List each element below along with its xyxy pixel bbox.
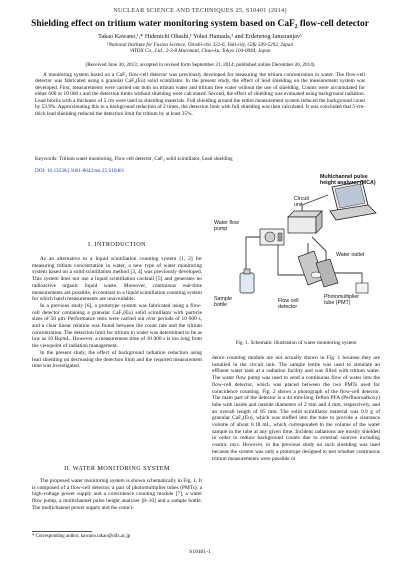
doi-link[interactable]: DOI: 10.13538/j.1001-8042/nst.25.S10401 <box>35 168 125 174</box>
section2-heading: II. WATER MONITORING SYSTEM <box>64 465 170 472</box>
intro-paragraph-1: As an alternative to a liquid scintillation counting system [1, 2] for measuring tritium concentration in water, a new type of water monitoring system based on a solid scintillation method [3, 4] was previously developed. This system does not use a liquid scintillation cocktail [5] and generates no radioactive organic liquid waste. Moreover, continuous real-time measurements are possible, in contrast to a liquid scintillation counting system for which batch measurements are unavoidable. <box>32 256 202 303</box>
intro-paragraph-2: In a previous study [6], a prototype system was fabricated using a flow-cell detector containing a granular CaF₂(Eu) solid scintillator with particle sizes of 50 μm. Performance tests were carried out over periods of 10 000 s, and a clear linear relation was found between the count rate and the tritium concentration. The detection limit for tritium in water was determined to be as low as 10 Bq/mL. However, a measurement time of 10 000 s is too long from the viewpoint of radiation management. <box>32 302 202 350</box>
affiliations <box>30 42 370 54</box>
label-circuit-unit: Circuit unit <box>294 196 310 208</box>
page-number: S10401-1 <box>189 549 211 555</box>
section2-body <box>32 478 202 512</box>
flow-cell-icon <box>311 272 321 278</box>
author-list: Takao Kawano,¹,* Hidenichi Ohashi,¹ Yohei Hamada,² and Erdenetog Jamsranjav¹ <box>98 33 302 40</box>
water-pump-icon <box>260 229 284 245</box>
affiliation-2: ²ATOX Co., Ltd., 2-3-8 Muromati, Chuo-ku, Tokyo 104-0044, Japan <box>129 48 271 55</box>
intro-body <box>32 256 202 370</box>
received-dates: (Received June 30, 2013; accepted in revised form September 21, 2014; published online December 20, 2014) <box>85 62 315 68</box>
label-flow-cell: Flow cell detector <box>278 298 299 310</box>
corresponding-author-footnote: * Corresponding author, kawano.takao@nifs.ac.jp <box>32 534 131 539</box>
right-column-paragraph: dence counting module are not actually shown in Fig. 1 because they are installed in the circuit unit. The sample bottle was used to simulate an effluent water tank at a radiation facility and was filled with tritium water. The water flow pump was used to send a continuous flow of water into the flow-cell detector, which was placed between the two PMTs used for coincidence counting. Fig. 2 shows a photograph of the flow-cell detector. The main part of the detector is a 44-mm-long Teflon PFA (Perfluoroalkoxy) tube with inside and outside diameters of 2 mm and 4 mm, respectively, and an overall length of 85 mm. The solid scintillator material was 0.9 g of granular CaF₂(Eu), which was stuffed into the tube to provide a clearance volume of about 0.18 mL, which corresponded to the volume of the water sample in the tube at any given time. Incident radiations are mostly shielded in order to reduce background counts due to external sources including cosmic rays. However, in the previous study no such shielding was used because the system was only a prototype designed to test whether continuous tritium measurements were possible or <box>212 355 380 462</box>
intro-paragraph-3: In the present study, the effect of background radiation reduction using lead shielding on decreasing the detection limit and the required measurement time was investigated. <box>32 349 202 370</box>
affiliation-1: ¹National Institute for Fusion Science, Oroshi-cho 322-6, Toki-city, Gifu 509-5292, Japan <box>106 42 294 48</box>
label-water-pump: Water flow pump <box>214 220 239 232</box>
intro-heading: I. INTRODUCTION <box>88 241 146 248</box>
sample-bottle-icon <box>240 269 254 293</box>
label-sample-bottle: Sample bottle <box>214 296 232 308</box>
abstract-text: A monitoring system based on a CaF₂ flow-cell detector was previously developed for measuring the tritium concentration in water. The flow-cell detector was fabricated using a granular CaF₂(Eu) solid scintillator. In the present study, the effect of lead shielding on the measurement system was developed. First, measurements were carried out both on tritium water and tritium free water without the use of shielding. Counts were accumulated for either 600 or 10 000 s and the detection limits without shielding were calculated. Second, the effect of shielding was evaluated using background radiation. Lead blocks with a thickness of 5 cm were used as shielding materials. Full shielding around the entire measurement system reduced the background count by 53.9%. Approximating this to a background reduction of 2 times, the detection limit with full shielding was then calculated. It was concluded that 5-cm-thick lead shielding reduced the detection limit for tritium by at least 35%. <box>35 72 365 117</box>
outlet-container-icon <box>356 283 368 293</box>
label-water-outlet: Water outlet <box>336 252 365 258</box>
pmt-assembly-icon <box>298 251 338 287</box>
paper-title: Shielding effect on tritium water monitoring system based on CaF₂ flow-cell detector <box>31 19 369 29</box>
footnote-divider <box>32 531 92 532</box>
figure-1-caption: Fig. 1. Schematic illustration of water monitoring system <box>235 340 357 346</box>
running-head: NUCLEAR SCIENCE AND TECHNIQUES 25, S10401 (2014) <box>113 7 287 14</box>
label-pmt: Photomultiplier tube (PMT) <box>324 294 360 306</box>
section2-paragraph-1: The proposed water monitoring system is shown schematically in Fig. 1. It is composed of a flow-cell detector, a pair of photomultiplier tubes (PMTs), a high-voltage power supply and a coincidence counting module [7], a water flow pump, a multichannel pulse height analyzer [8–10] and a sample bottle. The multichannel power supply and the coinci- <box>32 478 202 511</box>
right-column-body <box>212 355 380 462</box>
abstract <box>35 72 365 117</box>
mca-laptop-icon <box>330 181 376 220</box>
label-mca: Multichannel pulse height analyzer (MCA) <box>320 174 376 186</box>
circuit-unit-icon <box>288 211 322 233</box>
keywords: Keywords: Tritium water monitoring, Flow cell detector, CaF₂ solid scintillator, Lead shielding <box>35 156 233 162</box>
figure-1 <box>212 175 380 335</box>
